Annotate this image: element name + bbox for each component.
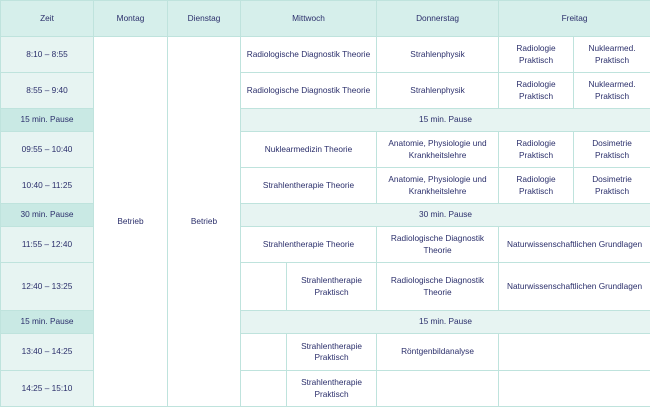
tuesday-cell: Betrieb	[168, 37, 241, 407]
header-row	[1, 1, 650, 37]
header-donnerstag: Donnerstag	[377, 1, 499, 37]
header-zeit: Zeit	[1, 1, 94, 37]
wednesday-cell: Strahlentherapie Praktisch	[287, 371, 377, 407]
friday-cell-empty	[499, 334, 650, 371]
pause-cell: 30 min. Pause	[241, 204, 650, 227]
time-cell: 14:25 – 15:10	[1, 371, 94, 407]
wednesday-cell: Strahlentherapie Theorie	[241, 168, 377, 204]
friday-cell: Naturwissenschaftlichen Grundlagen	[499, 263, 650, 311]
friday-cell-b: Nuklearmed. Praktisch	[574, 37, 650, 73]
thursday-cell: Röntgenbildanalyse	[377, 334, 499, 371]
friday-cell-b: Dosimetrie Praktisch	[574, 132, 650, 168]
time-cell: 12:40 – 13:25	[1, 263, 94, 311]
friday-cell-b: Nuklearmed. Praktisch	[574, 73, 650, 109]
table-row	[1, 37, 650, 73]
thursday-cell: Strahlenphysik	[377, 73, 499, 109]
thursday-cell: Radiologische Diagnostik Theorie	[377, 227, 499, 263]
friday-cell-empty	[499, 371, 650, 407]
time-cell: 10:40 – 11:25	[1, 168, 94, 204]
pause-cell: 15 min. Pause	[241, 109, 650, 132]
wednesday-cell: Strahlentherapie Praktisch	[287, 263, 377, 311]
wednesday-cell-empty	[241, 263, 287, 311]
wednesday-cell: Strahlentherapie Praktisch	[287, 334, 377, 371]
friday-cell-a: Radiologie Praktisch	[499, 73, 574, 109]
thursday-cell: Strahlenphysik	[377, 37, 499, 73]
time-cell: 09:55 – 10:40	[1, 132, 94, 168]
time-cell: 15 min. Pause	[1, 109, 94, 132]
time-cell: 8:10 – 8:55	[1, 37, 94, 73]
wednesday-cell: Radiologische Diagnostik Theorie	[241, 37, 377, 73]
thursday-cell: Radiologische Diagnostik Theorie	[377, 263, 499, 311]
wednesday-cell: Radiologische Diagnostik Theorie	[241, 73, 377, 109]
time-cell: 30 min. Pause	[1, 204, 94, 227]
header-montag: Montag	[94, 1, 168, 37]
friday-cell: Naturwissenschaftlichen Grundlagen	[499, 227, 650, 263]
thursday-cell: Anatomie, Physiologie und Krankheitslehre	[377, 168, 499, 204]
thursday-cell-empty	[377, 371, 499, 407]
time-cell: 8:55 – 9:40	[1, 73, 94, 109]
wednesday-cell-empty	[241, 334, 287, 371]
header-mittwoch: Mittwoch	[241, 1, 377, 37]
friday-cell-b: Dosimetrie Praktisch	[574, 168, 650, 204]
monday-cell: Betrieb	[94, 37, 168, 407]
wednesday-cell: Strahlentherapie Theorie	[241, 227, 377, 263]
friday-cell-a: Radiologie Praktisch	[499, 168, 574, 204]
wednesday-cell-empty	[241, 371, 287, 407]
time-cell: 15 min. Pause	[1, 311, 94, 334]
thursday-cell: Anatomie, Physiologie und Krankheitslehre	[377, 132, 499, 168]
friday-cell-a: Radiologie Praktisch	[499, 37, 574, 73]
friday-cell-a: Radiologie Praktisch	[499, 132, 574, 168]
header-dienstag: Dienstag	[168, 1, 241, 37]
header-freitag: Freitag	[499, 1, 650, 37]
time-cell: 13:40 – 14:25	[1, 334, 94, 371]
time-cell: 11:55 – 12:40	[1, 227, 94, 263]
pause-cell: 15 min. Pause	[241, 311, 650, 334]
wednesday-cell: Nuklearmedizin Theorie	[241, 132, 377, 168]
